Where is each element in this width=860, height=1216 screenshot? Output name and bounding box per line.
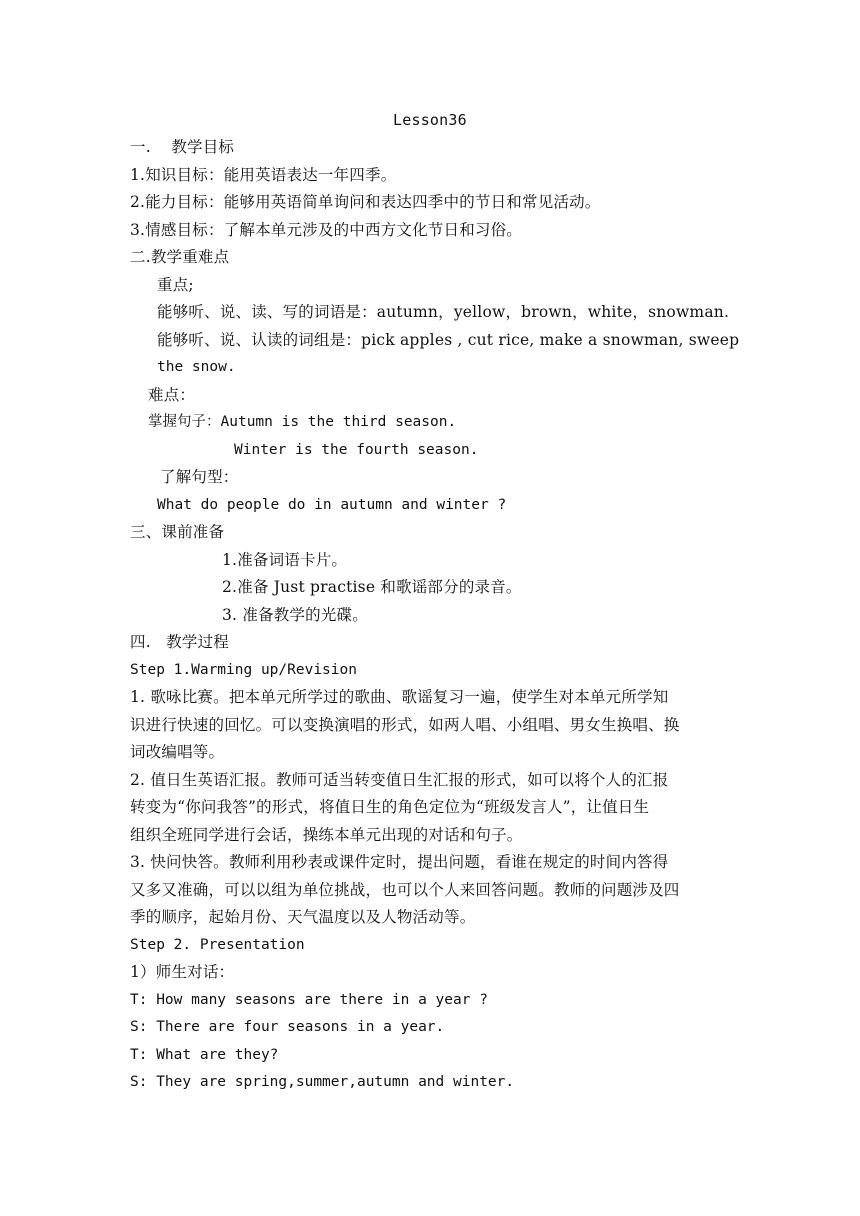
sentence-line1: 掌握句子：Autumn is the third season.: [148, 414, 457, 430]
key-phrases-line1: 能够听、说、认读的词组是：pick apples , cut rice, make a snowman, sweep: [157, 331, 740, 349]
para2-line1: 2. 值日生英语汇报。教师可适当转变值日生汇报的形式，如可以将个人的汇报: [130, 771, 669, 789]
lesson-title: Lesson36: [393, 111, 467, 129]
section-heading-key-points: 二.教学重难点: [130, 248, 230, 266]
dialogue-line-3: T: What are they?: [130, 1047, 279, 1063]
goal-emotion: 3.情感目标：了解本单元涉及的中西方文化节日和习俗。: [130, 221, 522, 239]
para3-line1: 3. 快问快答。教师利用秒表或课件定时，提出问题，看谁在规定的时间内答得: [130, 853, 669, 871]
para1-line2: 识进行快速的回忆。可以变换演唱的形式，如两人唱、小组唱、男女生换唱、换: [130, 716, 680, 734]
para1-line3: 词改编唱等。: [130, 743, 225, 761]
para3-line2: 又多又准确，可以以组为单位挑战，也可以个人来回答问题。教师的问题涉及四: [130, 881, 680, 899]
dialogue-line-2: S: There are four seasons in a year.: [130, 1019, 445, 1035]
key-label: 重点;: [157, 276, 194, 294]
dialogue-heading: 1）师生对话：: [130, 963, 235, 981]
section-heading-preparation: 三、课前准备: [130, 523, 225, 541]
dialogue-line-4: S: They are spring,summer,autumn and winter.: [130, 1074, 515, 1090]
para2-line2: 转变为“你问我答”的形式，将值日生的角色定位为“班级发言人”，让值日生: [130, 798, 650, 816]
pattern-sentence: What do people do in autumn and winter ?: [157, 497, 507, 513]
pattern-label: 了解句型：: [160, 468, 239, 486]
sentence-line2: Winter is the fourth season.: [234, 442, 479, 458]
dialogue-line-1: T: How many seasons are there in a year ?: [130, 992, 488, 1008]
para2-line3: 组织全班同学进行会话，操练本单元出现的对话和句子。: [130, 826, 523, 844]
prep-item-1: 1.准备词语卡片。: [222, 551, 348, 569]
para1-line1: 1. 歌咏比赛。把本单元所学过的歌曲、歌谣复习一遍，使学生对本单元所学知: [130, 688, 669, 706]
goal-ability: 2.能力目标：能够用英语简单询问和表达四季中的节日和常见活动。: [130, 193, 601, 211]
section-heading-process: 四. 教学过程: [130, 633, 230, 651]
key-words: 能够听、说、读、写的词语是：autumn，yellow，brown，white，snowman.: [157, 303, 730, 321]
goal-knowledge: 1.知识目标：能用英语表达一年四季。: [130, 166, 397, 184]
difficult-label: 难点：: [148, 386, 196, 404]
prep-item-3: 3. 准备教学的光碟。: [222, 606, 368, 624]
prep-item-2: 2.准备 Just practise 和歌谣部分的录音。: [222, 578, 522, 596]
section-heading-goals: 一. 教学目标: [130, 138, 235, 156]
key-phrases-line2: the snow.: [157, 359, 236, 375]
step1-heading: Step 1.Warming up/Revision: [130, 662, 357, 678]
para3-line3: 季的顺序，起始月份、天气温度以及人物活动等。: [130, 908, 476, 926]
step2-heading: Step 2. Presentation: [130, 937, 305, 953]
